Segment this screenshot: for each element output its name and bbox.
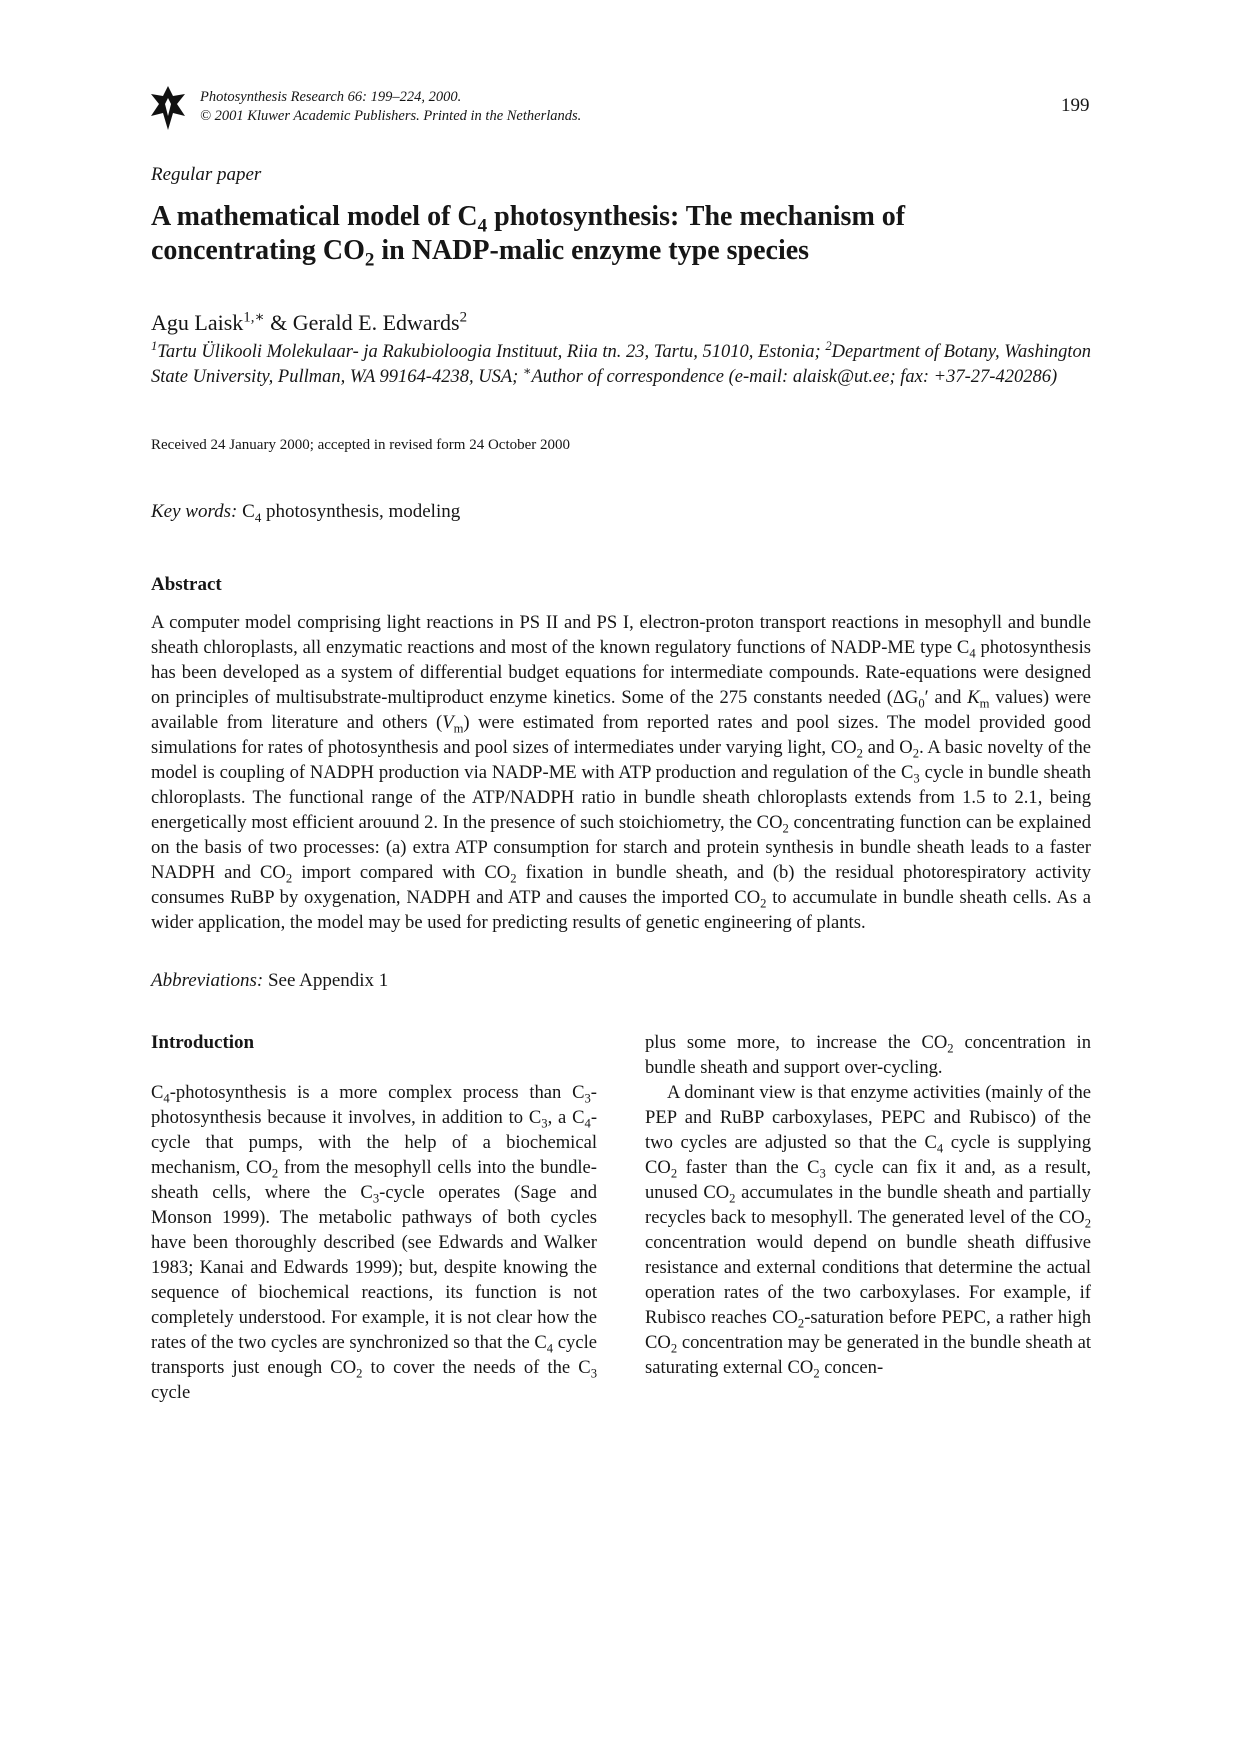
- introduction-heading: Introduction: [151, 1032, 255, 1053]
- copyright-line: © 2001 Kluwer Academic Publishers. Printed in the Netherlands.: [200, 108, 582, 124]
- abstract-heading: Abstract: [151, 574, 222, 595]
- right-column: [645, 1030, 1091, 1380]
- left-column: [151, 1080, 597, 1405]
- received-dates: Received 24 January 2000; accepted in revised form 24 October 2000: [151, 437, 571, 453]
- journal-citation: Photosynthesis Research 66: 199–224, 2000.: [200, 89, 462, 105]
- correspondence: Author of correspondence (e-mail: alaisk@ut.ee; fax: +37-27-420286): [531, 367, 1058, 387]
- abstract-text: A computer model comprising light reactions in PS II and PS I, electron-proton transport reactions in mesophyll and bundle sheath chloroplasts, all enzymatic reactions and most of the known regulatory functions of NADP-ME type $C_4$ photosynthesis has been developed as a system of differential budget equations for intermediate compounds. Rate-equations were designed on principles of multisubstrate-multiproduct enzyme kinetics. Some of the 275 constants needed ($\Delta G_0'$ and $K_m$ values) were available from literature and others $(V_m)$ were estimated from reported rates and pool sizes. The model provided good simulations for rates of photosynthesis and pool sizes of intermediates under varying light, $CO_2$ and $O_2$. A basic novelty of the model is coupling of NADPH production via NADP-ME with ATP production and regulation of the $C_3$ cycle in bundle sheath chloroplasts. The functional range of the ATP/NADPH ratio in bundle sheath chloroplasts extends from 1.5 to 2.1, being energetically most efficient arouund 2. In the presence of such stoichiometry, the $CO_2$ concentrating function can be explained on the basis of two processes: (a) extra ATP consumption for starch and protein synthesis in bundle sheath leads to a faster NADPH and $CO_2$ import compared with $CO_2$ fixation in bundle sheath, and (b) the residual photorespiratory activity consumes RuBP by oxygenation, NADPH and ATP and causes the imported $CO_2$ to accumulate in bundle sheath cells. As a wider application, the model may be used for predicting results of genetic engineering of plants.: [151, 612, 1092, 933]
- author-list: Agu Laisk$^{1,∗}$ & Gerald E. Edwards$^2$: [151, 309, 468, 335]
- journal-header: [200, 88, 581, 126]
- author-name: Gerald E. Edwards: [292, 310, 460, 335]
- article-type: Regular paper: [151, 164, 262, 185]
- paragraph: A dominant view is that enzyme activities (mainly of the PEP and RuBP carboxylases, PEPC and Rubisco) of the two cycles are adjusted so that the $C_4$ cycle is supplying $CO_2$ faster than the $C_3$ cycle can fix it and, as a result, unused $CO_2$ accumulates in the bundle sheath and partially recycles back to mesophyll. The generated level of the $CO_2$ concentration would depend on bundle sheath diffusive resistance and external conditions that determine the actual operation rates of the two carboxylases. For example, if Rubisco reaches $CO_2$-saturation before PEPC, a rather high $CO_2$ concentration may be generated in the bundle sheath at saturating external $CO_2$ concen-: [645, 1082, 1092, 1381]
- keywords: Key words: $C_4$ photosynthesis, modeling: [151, 501, 461, 525]
- paragraph: $C_4$-photosynthesis is a more complex process than $C_3$-photosynthesis because it involves, in addition to $C_3$, a $C_4$-cycle that pumps, with the help of a biochemical mechanism, $CO_2$ from the mesophyll cells into the bundle-sheath cells, where the $C_3$-cycle operates (Sage and Monson 1999). The metabolic pathways of both cycles have been thoroughly described (see Edwards and Walker 1983; Kanai and Edwards 1999); but, despite knowing the sequence of biochemical reactions, its function is not completely understood. For example, it is not clear how the rates of the two cycles are synchronized so that the $C_4$ cycle transports just enough $CO_2$ to cover the needs of the $C_3$ cycle: [151, 1082, 598, 1403]
- page-number: 199: [1061, 95, 1090, 116]
- paper-title: A mathematical model of $C_4$ photosynthesis: The mechanism of concentrating $CO_2$ in NADP-malic enzyme type species: [151, 201, 906, 271]
- abbreviations: Abbreviations: See Appendix 1: [151, 970, 389, 991]
- publisher-logo: [151, 86, 185, 130]
- paragraph: plus some more, to increase the $CO_2$ concentration in bundle sheath and support over-cycling.: [645, 1032, 1091, 1078]
- author-name: Agu Laisk: [151, 310, 244, 335]
- affiliations: $^1$Tartu Ülikooli Molekulaar- ja Rakubioloogia Instituut, Riia tn. 23, Tartu, 51010, Estonia; $^2$Department of Botany, Washington State University, Pullman, WA 99164-4238, USA; ∗Author of correspondence (e-mail: alaisk@ut.ee; fax: +37-27-420286): [151, 338, 1091, 387]
